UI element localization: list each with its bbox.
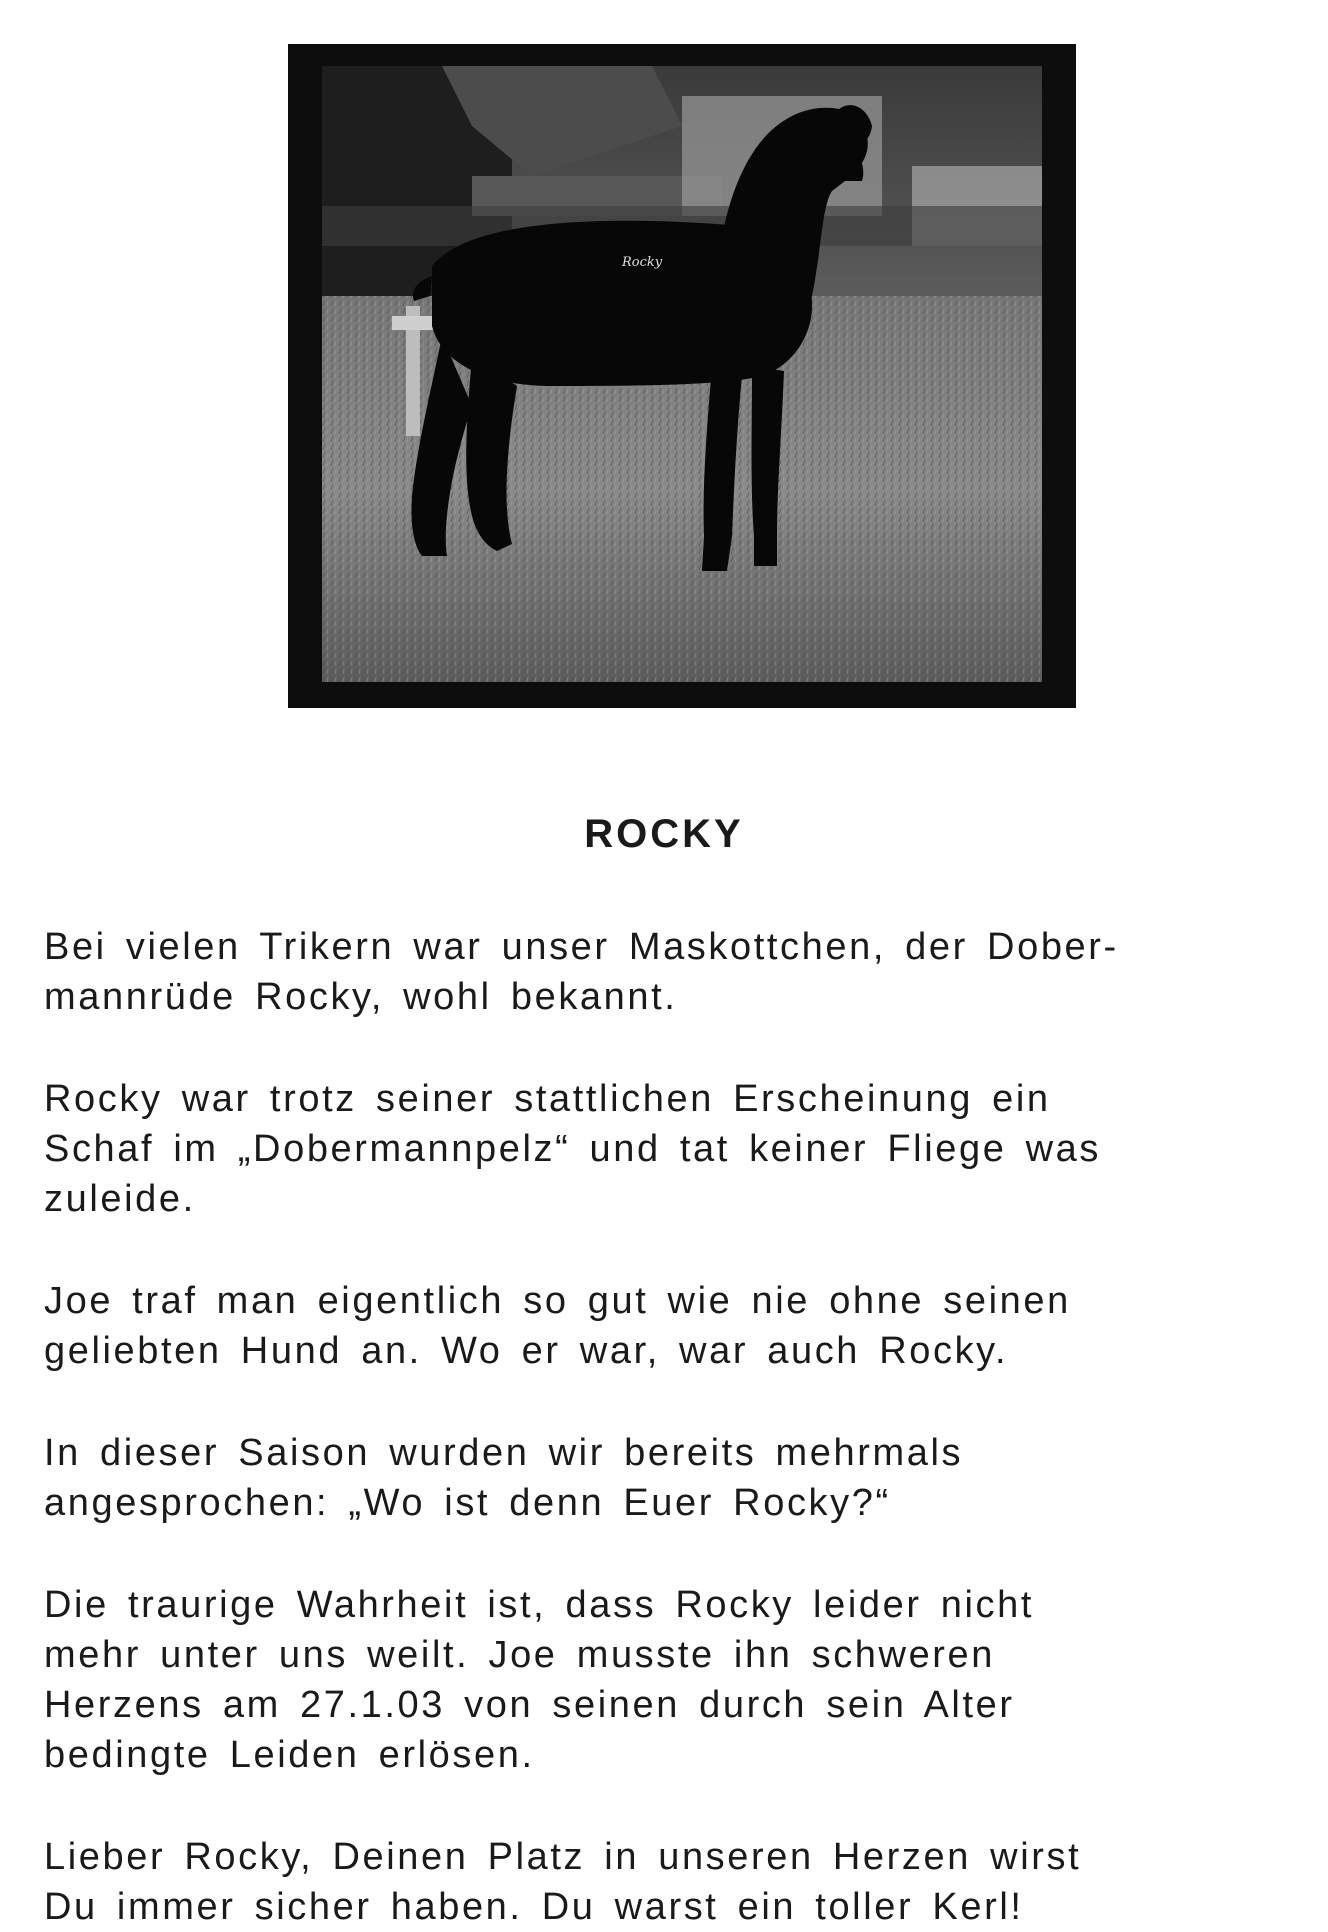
article-body — [44, 922, 1296, 1932]
text-line: bedingte Leiden erlösen. — [44, 1734, 535, 1776]
text-line: angesprochen: „Wo ist denn Euer Rocky?“ — [44, 1482, 891, 1524]
page-title: ROCKY — [584, 812, 744, 856]
text-line: In dieser Saison wurden wir bereits mehrmals — [44, 1432, 964, 1474]
paragraph — [44, 1580, 1296, 1780]
collar-label: Rocky — [622, 255, 663, 270]
paragraph — [44, 1428, 1296, 1528]
text-line: Schaf im „Dobermannpelz“ und tat keiner Fliege was — [44, 1128, 1101, 1170]
text-line: Du immer sicher haben. Du warst ein toller Kerl! — [44, 1886, 1024, 1928]
paragraph — [44, 1832, 1296, 1932]
photo-frame — [288, 44, 1076, 708]
text-line: geliebten Hund an. Wo er war, war auch Rocky. — [44, 1330, 1009, 1372]
paragraph — [44, 1074, 1296, 1224]
text-line: Herzens am 27.1.03 von seinen durch sein Alter — [44, 1684, 1015, 1726]
text-line: zuleide. — [44, 1178, 196, 1220]
text-line: mehr unter uns weilt. Joe musste ihn schweren — [44, 1634, 996, 1676]
text-line: Rocky war trotz seiner stattlichen Erscheinung ein — [44, 1078, 1051, 1120]
text-line: Lieber Rocky, Deinen Platz in unseren Herzen wirst — [44, 1836, 1082, 1878]
paragraph — [44, 922, 1296, 1022]
text-line: mannrüde Rocky, wohl bekannt. — [44, 976, 678, 1018]
text-line: Joe traf man eigentlich so gut wie nie ohne seinen — [44, 1280, 1071, 1322]
dog-photo — [322, 66, 1042, 682]
paragraph — [44, 1276, 1296, 1376]
text-line: Die traurige Wahrheit ist, dass Rocky leider nicht — [44, 1584, 1035, 1626]
text-line: Bei vielen Trikern war unser Maskottchen, der Dober- — [44, 926, 1119, 968]
